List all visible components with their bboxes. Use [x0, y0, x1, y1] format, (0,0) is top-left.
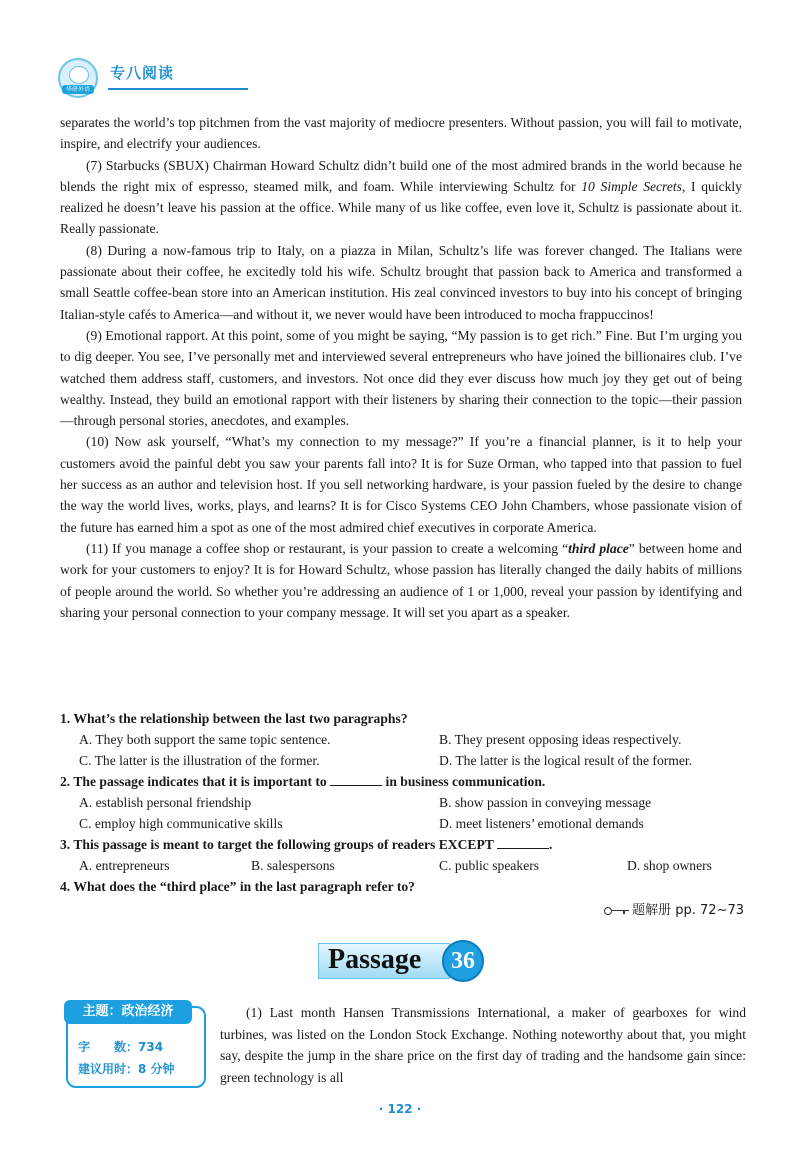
option-d: D. meet listeners’ emotional demands	[439, 816, 644, 831]
passage-36-body	[220, 1002, 746, 1088]
paragraph-8: (8) During a now-famous trip to Italy, on a piazza in Milan, Schultz’s life was forever changed. The Italians were passionate about their coffee, he excitedly told his wife. Schultz brought that passion back to America and transformed a small Seattle coffee-bean store into an American institution. His zeal convinced investors to buy into his concept of bringing Italian-style cafés to America—and without it, we never would have been introduced to mocha frappuccinos!	[60, 242, 742, 322]
answer-blank	[330, 771, 382, 786]
passage-body	[60, 112, 742, 623]
paragraph-9: (9) Emotional rapport. At this point, some of you might be saying, “My passion is to get rich.” Fine. But I’m urging you to dig deeper. You see, I’ve personally met and interviewed several entrepreneurs who have joined the billionaires club. I’ve watched them address staff, customers, and investors. Not once did they ever discuss how much joy they get out of being wealthy. Instead, they build an emotional rapport with their listeners by sharing their connection to the topic—their passion—through personal stories, anecdotes, and examples.	[60, 327, 742, 429]
page-number: · 122 ·	[378, 1102, 422, 1116]
option-c: C. employ high communicative skills	[79, 816, 283, 831]
option-c: C. The latter is the illustration of the former.	[79, 753, 320, 768]
suggested-time: 建议用时：8 分钟	[78, 1062, 175, 1076]
option-d: D. The latter is the logical result of the former.	[439, 753, 693, 768]
page-header	[58, 58, 748, 98]
option-d: D. shop owners	[627, 858, 712, 873]
answer-reference-text: 题解册 pp. 72~73	[632, 903, 744, 918]
option-b: B. show passion in conveying message	[439, 795, 652, 810]
topic-label: 主题：政治经济	[64, 1000, 192, 1024]
question-1-options	[60, 729, 750, 771]
third-place-term: third place	[568, 540, 629, 556]
paragraph-10: (10) Now ask yourself, “What’s my connection to my message?” If you’re a financial planner, is it to help your customers avoid the painful debt you saw your parents fall into? It is for Suze Orman, who tapped into that passion to fuel her success as an author and television host. If you sell networking hardware, is your passion fueled by the desire to change the way the world lives, works, plays, and learns? It is for Cisco Systems CEO John Chambers, whose passionate vision of the future has earned him a spot as one of the most admired chief executives in corporate America.	[60, 434, 742, 535]
option-b: B. salespersons	[251, 858, 335, 873]
passage-number-badge: 36	[442, 940, 484, 982]
passage-info-box	[66, 1006, 206, 1088]
question-2-stem: 2. The passage indicates that it is important to in business communication.	[60, 771, 750, 792]
option-a: A. entrepreneurs	[79, 858, 170, 873]
answer-blank	[497, 834, 549, 849]
word-count: 字 数：734	[78, 1040, 164, 1054]
option-c: C. public speakers	[439, 858, 540, 873]
question-3-stem: 3. This passage is meant to target the following groups of readers EXCEPT .	[60, 834, 750, 855]
paragraph-continued: separates the world’s top pitchmen from the vast majority of mediocre presenters. Without passion, you will fail to motivate, inspire, and electrify your audiences.	[60, 115, 742, 152]
option-a: A. They both support the same topic sentence.	[79, 732, 331, 747]
answer-reference	[604, 899, 744, 918]
question-4-stem: 4. What does the “third place” in the last paragraph refer to?	[60, 879, 415, 894]
logo-text: 华研外语	[62, 85, 94, 94]
book-title: 10 Simple Secrets	[581, 178, 682, 194]
option-a: A. establish personal friendship	[79, 795, 252, 810]
passage-banner	[318, 940, 488, 984]
passage-36-paragraph-1: (1) Last month Hansen Transmissions International, a maker of gearboxes for wind turbines, was listed on the London Stock Exchange. Nothing noteworthy about that, you might say, despite the jump in the share price on the first day of trading and the handsome gain since: green technology is all	[220, 1005, 746, 1085]
question-1-stem: 1. What’s the relationship between the last two paragraphs?	[60, 711, 408, 726]
option-b: B. They present opposing ideas respectively.	[439, 732, 682, 747]
question-3-options	[60, 855, 750, 876]
question-2-options	[60, 792, 750, 834]
question-list	[60, 708, 750, 897]
paragraph-11: (11) If you manage a coffee shop or restaurant, is your passion to create a welcoming “third place” between home and work for your customers to enjoy? It is for Howard Schultz, whose passion has literally changed the daily habits of millions of people around the world. So whether you’re addressing an audience of 1 or 1,000, reveal your passion by identifying and sharing your personal connection to your company message. It will set you apart as a speaker.	[60, 540, 742, 620]
passage-label: Passage	[328, 944, 422, 975]
header-divider	[108, 88, 248, 90]
publisher-logo	[58, 58, 98, 98]
book-section-title: 专八阅读	[110, 64, 175, 82]
paragraph-7: (7) Starbucks (SBUX) Chairman Howard Schultz didn’t build one of the most admired brands in the world because he blends the right mix of espresso, steamed milk, and foam. While interviewing Schultz for 10 Simple Secrets, I quickly realized he doesn’t leave his passion at the office. While many of us like coffee, even love it, Schultz is passionate about it. Really passionate.	[60, 157, 743, 237]
key-icon	[604, 906, 630, 916]
